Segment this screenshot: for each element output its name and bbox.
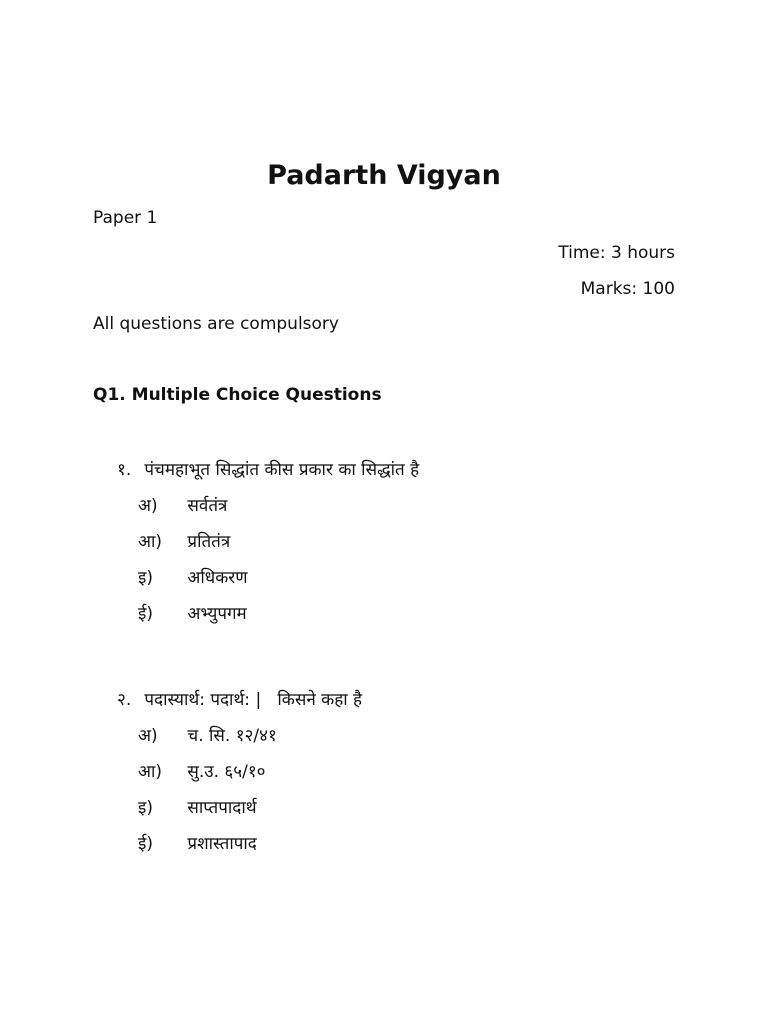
- option-item: [138, 494, 248, 530]
- option-label: आ): [138, 762, 163, 782]
- question-1-options: [138, 494, 248, 638]
- option-text: अभ्युपगम: [187, 604, 247, 624]
- paper-label: Paper 1: [93, 208, 158, 228]
- option-item: [138, 602, 248, 638]
- instruction-text: All questions are compulsory: [93, 314, 339, 334]
- option-item: [138, 530, 248, 566]
- question-number: १.: [117, 460, 132, 480]
- question-2: [117, 688, 362, 712]
- option-item: [138, 724, 277, 760]
- question-1: [117, 458, 419, 482]
- option-text: प्रतितंत्र: [187, 532, 231, 552]
- question-text: पंचमहाभूत सिद्धांत कीस प्रकार का सिद्धांत है: [144, 460, 420, 480]
- section-heading: Q1. Multiple Choice Questions: [93, 385, 382, 405]
- option-label: ई): [138, 834, 153, 854]
- question-text: पदास्यार्थ: पदार्थ: | किसने कहा है: [144, 690, 363, 710]
- option-text: सर्वतंत्र: [187, 496, 228, 516]
- question-2-options: [138, 724, 277, 868]
- page-title: Padarth Vigyan: [267, 160, 501, 191]
- option-text: सु.उ. ६५/१०: [187, 762, 266, 782]
- option-label: अ): [138, 726, 158, 746]
- option-item: [138, 566, 248, 602]
- option-text: अधिकरण: [187, 568, 248, 588]
- question-number: २.: [117, 690, 132, 710]
- option-item: [138, 796, 277, 832]
- option-label: इ): [138, 568, 153, 588]
- option-text: च. सि. १२/४१: [187, 726, 277, 746]
- time-label: Time: 3 hours: [558, 243, 675, 263]
- marks-label: Marks: 100: [580, 279, 675, 299]
- option-item: [138, 832, 277, 868]
- option-item: [138, 760, 277, 796]
- option-label: अ): [138, 496, 158, 516]
- option-label: ई): [138, 604, 153, 624]
- option-label: आ): [138, 532, 163, 552]
- option-text: साप्तपादार्थ: [187, 798, 257, 818]
- option-label: इ): [138, 798, 153, 818]
- option-text: प्रशास्तापाद: [187, 834, 257, 854]
